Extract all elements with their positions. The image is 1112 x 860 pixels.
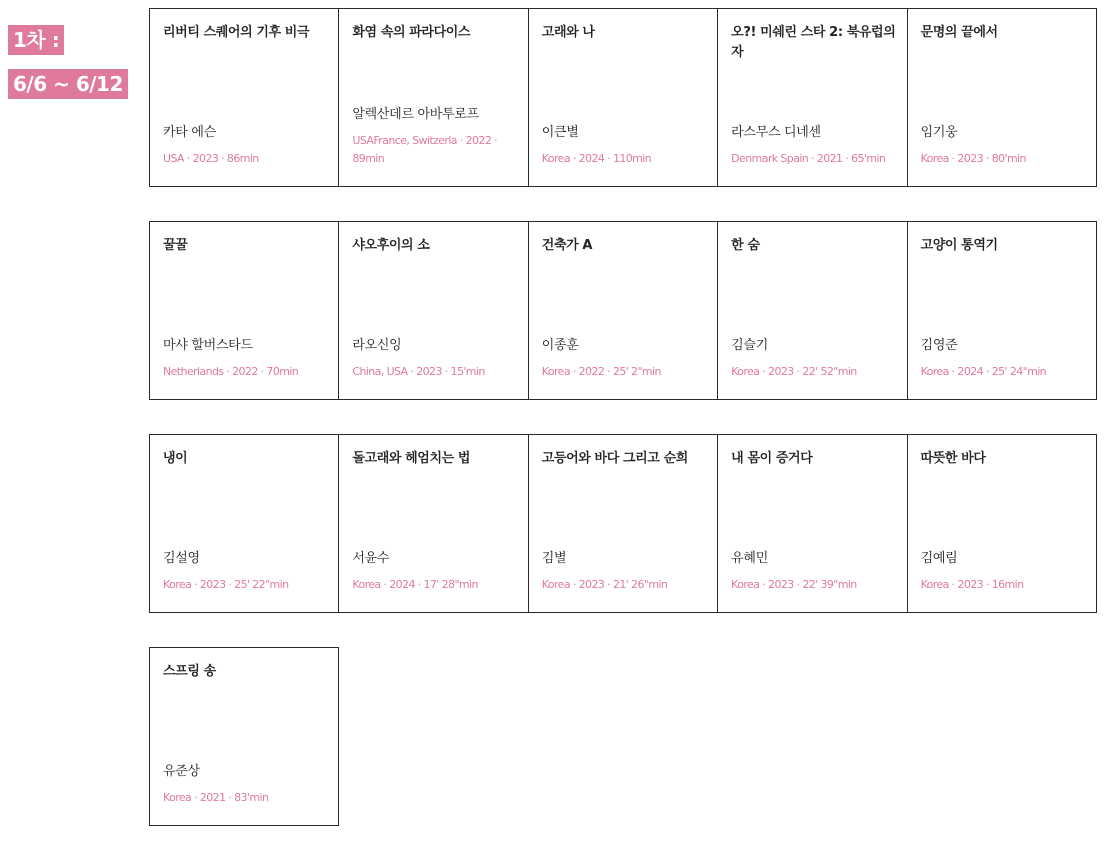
- film-meta: USAFrance, Switzerla · 2022 · 89min: [352, 134, 498, 165]
- film-director: 알렉산데르 아바투로프: [352, 107, 479, 122]
- film-meta: Denmark Spain · 2021 · 65'min: [731, 152, 886, 165]
- film-director: 유혜민: [731, 551, 768, 566]
- film-meta: Korea · 2023 · 22' 52"min: [731, 365, 857, 378]
- film-director: 김슬기: [731, 338, 768, 353]
- film-title: 돌고래와 헤엄치는 법: [352, 451, 471, 466]
- round-title-badge: 1차 :: [8, 25, 64, 55]
- film-meta: Korea · 2023 · 21' 26"min: [541, 578, 668, 591]
- film-card[interactable]: [528, 434, 718, 613]
- film-meta: Korea · 2023 · 80'min: [920, 152, 1026, 165]
- film-meta: Netherlands · 2022 · 70min: [163, 365, 299, 378]
- film-director: 김예림: [920, 551, 958, 566]
- film-director: 서윤수: [352, 551, 390, 566]
- film-card[interactable]: [907, 434, 1097, 613]
- film-title: 문명의 끝에서: [920, 25, 998, 40]
- film-card[interactable]: [717, 434, 907, 613]
- film-card[interactable]: [149, 434, 339, 613]
- film-director: 라스무스 디네센: [731, 125, 821, 140]
- film-title: 리버티 스퀘어의 기후 비극: [163, 25, 310, 40]
- film-director: 김별: [541, 551, 567, 566]
- film-meta: China, USA · 2023 · 15'min: [352, 365, 485, 378]
- film-director: 이종훈: [541, 338, 579, 353]
- film-meta: Korea · 2023 · 16min: [920, 578, 1024, 591]
- film-title: 고양이 통역기: [920, 238, 998, 253]
- film-card[interactable]: [907, 221, 1097, 400]
- film-director: 임기웅: [920, 125, 958, 140]
- film-row: [149, 221, 1101, 400]
- film-row: [149, 434, 1101, 613]
- film-title: 샤오후이의 소: [352, 238, 430, 253]
- film-director: 유준상: [163, 764, 200, 779]
- film-meta: Korea · 2022 · 25' 2"min: [541, 365, 661, 378]
- film-meta: Korea · 2023 · 22' 39"min: [731, 578, 857, 591]
- film-title: 꿀꿀: [163, 238, 188, 253]
- film-director: 카타 에슨: [163, 125, 216, 140]
- film-title: 스프링 송: [163, 664, 216, 679]
- film-card[interactable]: [338, 8, 528, 187]
- film-director: 김설영: [163, 551, 200, 566]
- film-card[interactable]: [338, 434, 528, 613]
- film-title: 따뜻한 바다: [920, 451, 986, 466]
- film-row: [149, 8, 1101, 187]
- film-title: 화염 속의 파라다이스: [352, 25, 471, 40]
- film-title: 오?! 미쉐린 스타 2: 북유럽의 자: [731, 25, 896, 60]
- film-card[interactable]: [528, 8, 718, 187]
- film-director: 라오신잉: [352, 338, 402, 353]
- film-card[interactable]: [907, 8, 1097, 187]
- film-card[interactable]: [528, 221, 718, 400]
- round-dates-badge: 6/6 ~ 6/12: [8, 69, 128, 99]
- film-card[interactable]: [717, 8, 907, 187]
- film-title: 한 숨: [731, 238, 760, 253]
- film-card[interactable]: [149, 8, 339, 187]
- film-director: 이큰별: [541, 125, 579, 140]
- film-row: [149, 647, 1101, 826]
- film-meta: USA · 2023 · 86min: [163, 152, 259, 165]
- film-title: 건축가 A: [541, 238, 593, 253]
- film-meta: Korea · 2024 · 110min: [541, 152, 652, 165]
- film-director: 김영준: [920, 338, 958, 353]
- film-card[interactable]: [149, 221, 339, 400]
- film-director: 마샤 할버스타드: [163, 338, 253, 353]
- film-meta: Korea · 2021 · 83'min: [163, 791, 269, 804]
- film-meta: Korea · 2024 · 17' 28"min: [352, 578, 478, 591]
- film-card[interactable]: [149, 647, 339, 826]
- film-title: 내 몸이 증거다: [731, 451, 813, 466]
- film-meta: Korea · 2023 · 25' 22"min: [163, 578, 289, 591]
- film-card[interactable]: [717, 221, 907, 400]
- film-card[interactable]: [338, 221, 528, 400]
- film-title: 고래와 나: [541, 25, 595, 40]
- film-title: 고등어와 바다 그리고 순희: [541, 451, 688, 466]
- film-title: 냉이: [163, 451, 188, 466]
- film-grid: [149, 8, 1101, 860]
- film-meta: Korea · 2024 · 25' 24"min: [920, 365, 1047, 378]
